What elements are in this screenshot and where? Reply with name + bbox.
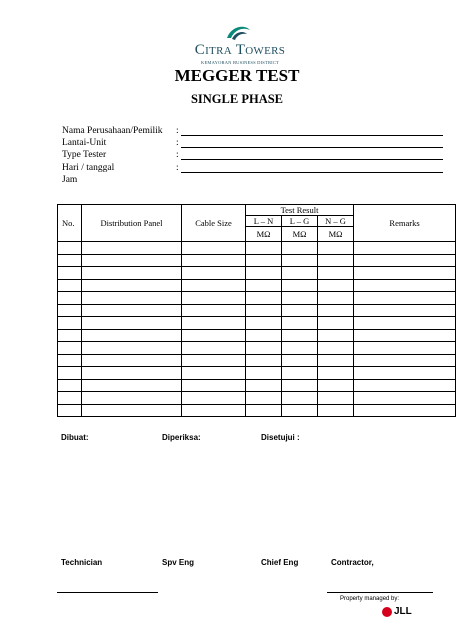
cell-remarks[interactable]	[354, 342, 456, 355]
label-disetujui: Disetujui :	[261, 433, 300, 442]
cell-n-g[interactable]	[318, 392, 354, 405]
cell-l-n[interactable]	[246, 279, 282, 292]
cell-no[interactable]	[58, 279, 82, 292]
header-distribution-panel: Distribution Panel	[82, 205, 182, 242]
cell-no[interactable]	[58, 342, 82, 355]
cell-no[interactable]	[58, 254, 82, 267]
label-dibuat: Dibuat:	[61, 433, 89, 442]
info-label-company: Nama Perusahaan/Pemilik	[62, 126, 163, 136]
cell-distribution-panel[interactable]	[82, 392, 182, 405]
cell-distribution-panel[interactable]	[82, 404, 182, 417]
cell-cable-size[interactable]	[182, 392, 246, 405]
info-label-time: Jam	[62, 175, 78, 185]
cell-distribution-panel[interactable]	[82, 367, 182, 380]
cell-remarks[interactable]	[354, 254, 456, 267]
cell-distribution-panel[interactable]	[82, 354, 182, 367]
cell-l-n[interactable]	[246, 354, 282, 367]
cell-cable-size[interactable]	[182, 367, 246, 380]
cell-distribution-panel[interactable]	[82, 317, 182, 330]
table-row	[58, 242, 456, 255]
cell-l-n[interactable]	[246, 267, 282, 280]
table-row	[58, 254, 456, 267]
table-row	[58, 392, 456, 405]
cell-remarks[interactable]	[354, 379, 456, 392]
info-colon: :	[176, 163, 179, 173]
header-l-n: L – N	[246, 216, 282, 227]
cell-remarks[interactable]	[354, 242, 456, 255]
info-label-floor-unit: Lantai-Unit	[62, 138, 107, 148]
cell-n-g[interactable]	[318, 267, 354, 280]
cell-l-g[interactable]	[282, 304, 318, 317]
cell-remarks[interactable]	[354, 367, 456, 380]
citra-towers-logo	[190, 22, 290, 72]
cell-n-g[interactable]	[318, 279, 354, 292]
info-colon: :	[176, 126, 179, 136]
document-subtitle: SINGLE PHASE	[190, 92, 284, 106]
cell-l-n[interactable]	[246, 317, 282, 330]
cell-no[interactable]	[58, 267, 82, 280]
cell-l-n[interactable]	[246, 304, 282, 317]
property-managed-label: Property managed by:	[340, 596, 400, 602]
header-no: No.	[58, 205, 82, 242]
jll-logo-text: JLL	[394, 606, 412, 617]
cell-cable-size[interactable]	[182, 267, 246, 280]
cell-no[interactable]	[58, 392, 82, 405]
cell-l-g[interactable]	[282, 404, 318, 417]
table-body	[58, 242, 456, 417]
signature-line-technician[interactable]	[57, 592, 158, 593]
cell-l-g[interactable]	[282, 367, 318, 380]
cell-no[interactable]	[58, 292, 82, 305]
cell-l-g[interactable]	[282, 342, 318, 355]
table-row	[58, 404, 456, 417]
table-row	[58, 354, 456, 367]
cell-l-n[interactable]	[246, 367, 282, 380]
cell-no[interactable]	[58, 329, 82, 342]
cell-cable-size[interactable]	[182, 329, 246, 342]
cell-cable-size[interactable]	[182, 254, 246, 267]
cell-l-g[interactable]	[282, 292, 318, 305]
info-colon: :	[176, 138, 179, 148]
cell-distribution-panel[interactable]	[82, 279, 182, 292]
header-unit-ln: MΩ	[246, 227, 282, 242]
cell-distribution-panel[interactable]	[82, 242, 182, 255]
table-row	[58, 304, 456, 317]
info-colon: :	[176, 150, 179, 160]
cell-no[interactable]	[58, 304, 82, 317]
cell-cable-size[interactable]	[182, 317, 246, 330]
cell-l-n[interactable]	[246, 404, 282, 417]
table-row	[58, 279, 456, 292]
cell-distribution-panel[interactable]	[82, 267, 182, 280]
info-input-tester-type[interactable]	[181, 159, 443, 160]
cell-n-g[interactable]	[318, 292, 354, 305]
cell-distribution-panel[interactable]	[82, 254, 182, 267]
cell-l-g[interactable]	[282, 279, 318, 292]
cell-no[interactable]	[58, 404, 82, 417]
cell-remarks[interactable]	[354, 317, 456, 330]
cell-n-g[interactable]	[318, 329, 354, 342]
info-label-tester-type: Type Tester	[62, 150, 107, 160]
cell-no[interactable]	[58, 367, 82, 380]
cell-remarks[interactable]	[354, 267, 456, 280]
info-input-floor-unit[interactable]	[181, 147, 443, 148]
cell-no[interactable]	[58, 379, 82, 392]
cell-n-g[interactable]	[318, 317, 354, 330]
cell-no[interactable]	[58, 317, 82, 330]
cell-l-g[interactable]	[282, 392, 318, 405]
cell-n-g[interactable]	[318, 354, 354, 367]
header-unit-ng: MΩ	[318, 227, 354, 242]
cell-n-g[interactable]	[318, 367, 354, 380]
megger-test-table	[57, 204, 456, 417]
cell-remarks[interactable]	[354, 404, 456, 417]
cell-n-g[interactable]	[318, 304, 354, 317]
cell-remarks[interactable]	[354, 329, 456, 342]
cell-no[interactable]	[58, 354, 82, 367]
info-input-date[interactable]	[181, 172, 443, 173]
cell-remarks[interactable]	[354, 292, 456, 305]
cell-distribution-panel[interactable]	[82, 329, 182, 342]
cell-cable-size[interactable]	[182, 279, 246, 292]
table-row	[58, 379, 456, 392]
cell-distribution-panel[interactable]	[82, 304, 182, 317]
table-row	[58, 329, 456, 342]
cell-l-g[interactable]	[282, 329, 318, 342]
cell-l-g[interactable]	[282, 242, 318, 255]
cell-n-g[interactable]	[318, 342, 354, 355]
label-spv-eng: Spv Eng	[162, 558, 195, 567]
header-n-g: N – G	[318, 216, 354, 227]
cell-cable-size[interactable]	[182, 304, 246, 317]
cell-l-n[interactable]	[246, 329, 282, 342]
cell-l-n[interactable]	[246, 242, 282, 255]
cell-cable-size[interactable]	[182, 404, 246, 417]
cell-l-n[interactable]	[246, 254, 282, 267]
header-test-result: Test Result	[246, 205, 354, 216]
cell-no[interactable]	[58, 242, 82, 255]
cell-remarks[interactable]	[354, 304, 456, 317]
table-row	[58, 317, 456, 330]
cell-distribution-panel[interactable]	[82, 342, 182, 355]
logo-brand-text: Citra Towers	[194, 42, 286, 58]
cell-l-g[interactable]	[282, 379, 318, 392]
cell-cable-size[interactable]	[182, 292, 246, 305]
table-row	[58, 292, 456, 305]
cell-l-n[interactable]	[246, 392, 282, 405]
label-diperiksa: Diperiksa:	[162, 433, 201, 442]
header-l-g: L – G	[282, 216, 318, 227]
cell-cable-size[interactable]	[182, 242, 246, 255]
label-chief-eng: Chief Eng	[261, 558, 299, 567]
logo-swoosh-icon	[223, 22, 253, 44]
cell-n-g[interactable]	[318, 242, 354, 255]
cell-cable-size[interactable]	[182, 342, 246, 355]
cell-distribution-panel[interactable]	[82, 292, 182, 305]
signature-line-contractor[interactable]	[327, 592, 433, 593]
cell-l-n[interactable]	[246, 379, 282, 392]
table-row	[58, 342, 456, 355]
header-unit-lg: MΩ	[282, 227, 318, 242]
cell-n-g[interactable]	[318, 379, 354, 392]
document-title: MEGGER TEST	[174, 66, 300, 85]
cell-l-g[interactable]	[282, 254, 318, 267]
cell-l-n[interactable]	[246, 292, 282, 305]
cell-cable-size[interactable]	[182, 354, 246, 367]
cell-l-g[interactable]	[282, 317, 318, 330]
cell-cable-size[interactable]	[182, 379, 246, 392]
jll-logo	[382, 606, 422, 620]
jll-mark-icon	[382, 607, 392, 617]
table-row	[58, 367, 456, 380]
cell-n-g[interactable]	[318, 404, 354, 417]
cell-remarks[interactable]	[354, 392, 456, 405]
cell-remarks[interactable]	[354, 354, 456, 367]
header-cable-size: Cable Size	[182, 205, 246, 242]
label-technician: Technician	[61, 558, 103, 567]
info-label-date: Hari / tanggal	[62, 163, 115, 173]
cell-distribution-panel[interactable]	[82, 379, 182, 392]
cell-n-g[interactable]	[318, 254, 354, 267]
logo-tagline: KEMAYORAN BUSINESS DISTRICT	[201, 60, 279, 65]
info-input-company[interactable]	[181, 135, 443, 136]
cell-l-g[interactable]	[282, 354, 318, 367]
table-row	[58, 267, 456, 280]
header-remarks: Remarks	[354, 205, 456, 242]
cell-remarks[interactable]	[354, 279, 456, 292]
cell-l-g[interactable]	[282, 267, 318, 280]
cell-l-n[interactable]	[246, 342, 282, 355]
label-contractor: Contractor,	[331, 558, 374, 567]
